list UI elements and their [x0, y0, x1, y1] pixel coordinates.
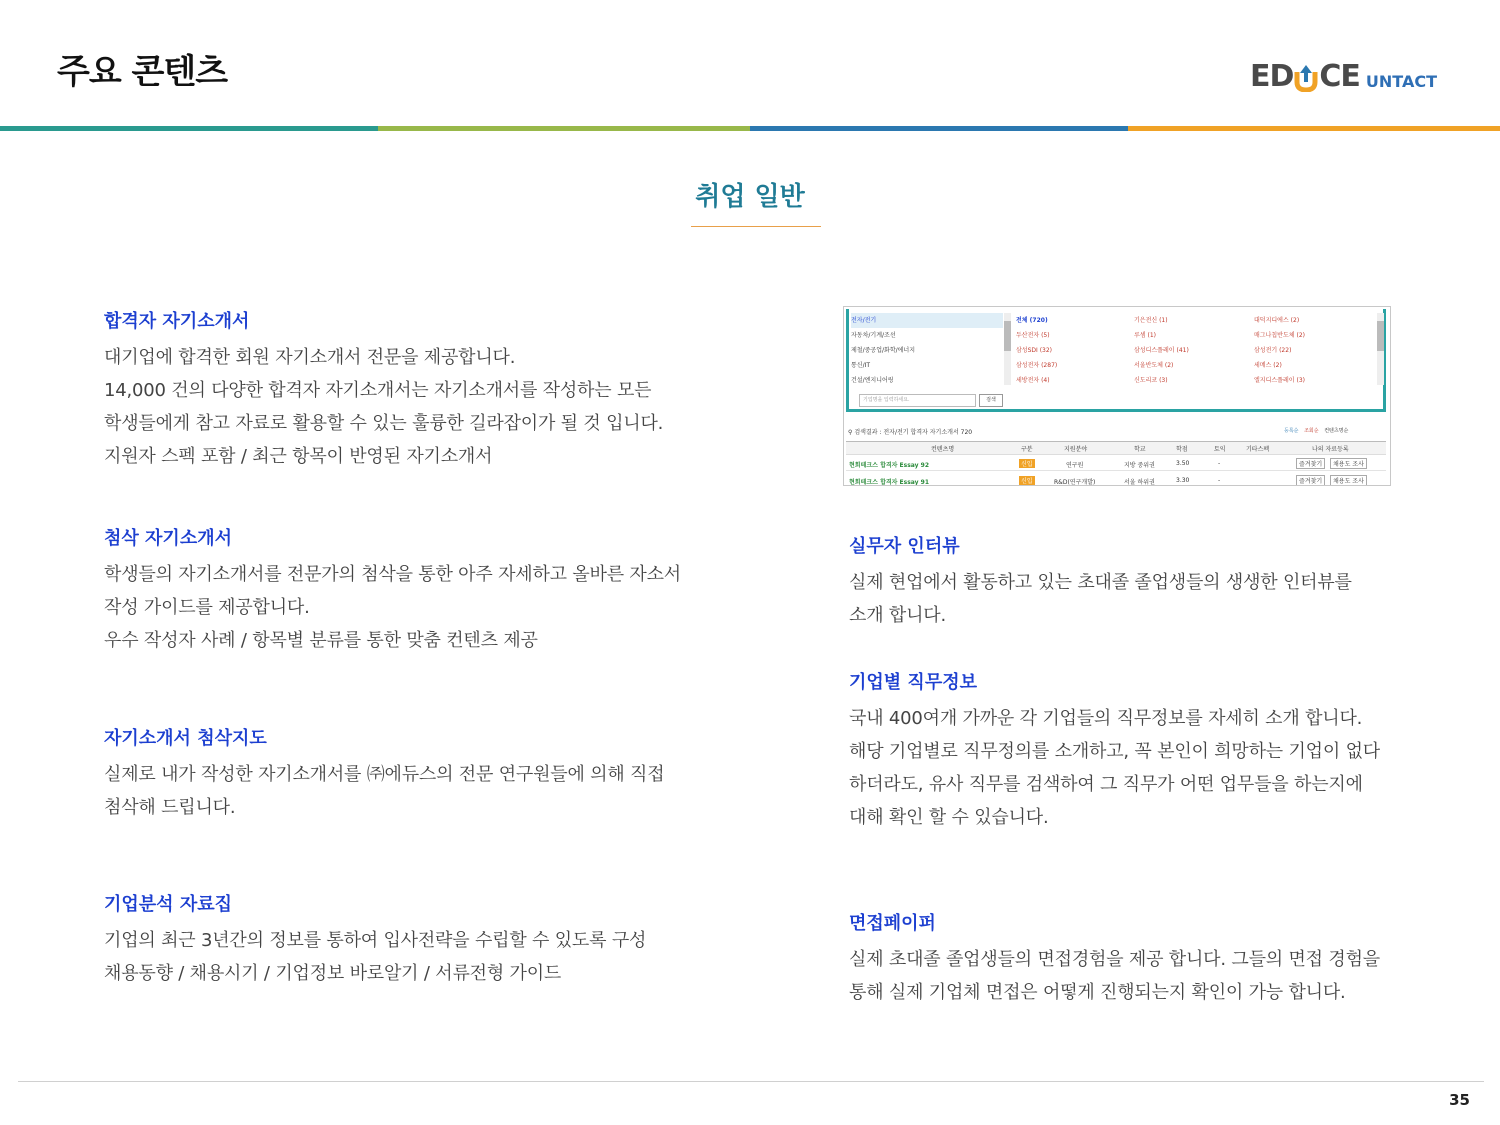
- block-passed-essays: [104, 307, 663, 473]
- column-header: 컨텐츠명: [931, 446, 955, 453]
- block-essay-coaching: [104, 724, 664, 824]
- logo-text-left: ED: [1250, 59, 1294, 94]
- header-stripe-1: [0, 126, 378, 131]
- survey-button[interactable]: 채용도 조사: [1330, 475, 1367, 486]
- row-toeic: -: [1218, 477, 1221, 484]
- company-item[interactable]: 세방전자 (4): [1016, 377, 1050, 384]
- category-item[interactable]: 건설/엔지니어링: [851, 377, 894, 384]
- result-label: 검색결과 : 전자/전기 합격자 자기소개서 720: [854, 429, 973, 436]
- column-header: 지원분야: [1064, 446, 1088, 453]
- category-column: [851, 313, 1003, 388]
- company-column: [1134, 313, 1244, 388]
- row-type-badge: 신입: [1021, 461, 1033, 468]
- company-item[interactable]: 세메스 (2): [1254, 362, 1282, 369]
- company-item[interactable]: 신도리코 (3): [1134, 377, 1168, 384]
- block-line: 실제 현업에서 활동하고 있는 초대졸 졸업생들의 생생한 인터뷰를: [849, 572, 1352, 593]
- table-row[interactable]: [846, 456, 1386, 471]
- category-panel: [846, 309, 1386, 412]
- block-line: 대해 확인 할 수 있습니다.: [849, 807, 1049, 828]
- embedded-screenshot: [843, 306, 1391, 486]
- company-item[interactable]: 전체 (720): [1016, 317, 1048, 324]
- row-title[interactable]: 현회테크스 합격자 Essay 91: [849, 479, 930, 486]
- block-corrected-essays: [104, 524, 681, 657]
- column-header: 토익: [1214, 446, 1226, 453]
- block-line: 우수 작성자 사례 / 항목별 분류를 통한 맞춤 컨텐츠 제공: [104, 630, 538, 651]
- block-title: 자기소개서 첨삭지도: [104, 728, 267, 749]
- section-title-underline: [691, 226, 821, 227]
- block-line: 기업의 최근 3년간의 정보를 통하여 입사전략을 수립할 수 있도록 구성: [104, 930, 647, 951]
- column-header: 학점: [1176, 446, 1188, 453]
- company-item[interactable]: 엘지디스플레이 (3): [1254, 377, 1305, 384]
- row-type-badge: 신입: [1021, 478, 1033, 485]
- table-header: [846, 441, 1386, 455]
- sort-link[interactable]: 컨텐츠명순: [1324, 428, 1349, 434]
- logo-arrow-icon: [1294, 64, 1318, 92]
- block-title: 면접페이퍼: [849, 913, 936, 934]
- block-line: 하더라도, 유사 직무를 검색하여 그 직무가 어떤 업무들을 하는지에: [849, 774, 1363, 795]
- scrollbar[interactable]: [1004, 313, 1011, 385]
- column-header: 나의 자료등록: [1312, 446, 1349, 453]
- header-stripe-3: [750, 126, 1128, 131]
- block-line: 지원자 스펙 포함 / 최근 항목이 반영된 자기소개서: [104, 446, 493, 467]
- footer-divider: [18, 1081, 1484, 1082]
- row-school: 지방 중위권: [1124, 462, 1155, 469]
- company-column: [1016, 313, 1126, 388]
- page-number: 35: [1449, 1091, 1470, 1109]
- block-line: 소개 합니다.: [849, 605, 946, 626]
- scrollbar[interactable]: [1377, 313, 1384, 385]
- block-line: 실제 초대졸 졸업생들의 면접경험을 제공 합니다. 그들의 면접 경험을: [849, 949, 1380, 970]
- search-icon: ⚲: [848, 429, 853, 436]
- logo-sub-text: UNTACT: [1365, 72, 1438, 91]
- block-company-analysis: [104, 890, 646, 990]
- block-job-info: [849, 668, 1380, 834]
- header-stripe-2: [378, 126, 750, 131]
- company-item[interactable]: 삼성SDI (32): [1016, 347, 1053, 354]
- company-item[interactable]: 서울반도체 (2): [1134, 362, 1174, 369]
- column-header: 기타스펙: [1246, 446, 1270, 453]
- block-line: 14,000 건의 다양한 합격자 자기소개서는 자기소개서를 작성하는 모든: [104, 380, 652, 401]
- sort-link[interactable]: 등록순: [1284, 428, 1299, 434]
- block-line: 학생들에게 참고 자료로 활용할 수 있는 훌륭한 길라잡이가 될 것 입니다.: [104, 413, 664, 434]
- block-line: 해당 기업별로 직무정의를 소개하고, 꼭 본인이 희망하는 기업이 없다: [849, 741, 1380, 762]
- row-toeic: -: [1218, 460, 1221, 467]
- page-title: 주요 콘텐츠: [57, 52, 228, 92]
- row-gpa: 3.50: [1176, 460, 1190, 467]
- row-school: 서울 하위권: [1124, 479, 1155, 486]
- company-item[interactable]: 대덕지디에스 (2): [1254, 317, 1300, 324]
- search-result-text: [848, 427, 972, 436]
- company-search-input[interactable]: 기업명을 입력하세요.: [859, 394, 976, 407]
- company-item[interactable]: 루셈 (1): [1134, 332, 1156, 339]
- block-title: 기업별 직무정보: [849, 672, 977, 693]
- block-practitioner-interview: [849, 532, 1352, 632]
- block-line: 통해 실제 기업체 면접은 어떻게 진행되는지 확인이 가능 합니다.: [849, 982, 1346, 1003]
- block-line: 대기업에 합격한 회원 자기소개서 전문을 제공합니다.: [104, 347, 516, 368]
- row-title[interactable]: 현회테크스 합격자 Essay 92: [849, 462, 930, 469]
- block-line: 작성 가이드를 제공합니다.: [104, 597, 310, 618]
- block-line: 국내 400여개 가까운 각 기업들의 직무정보를 자세히 소개 합니다.: [849, 708, 1363, 729]
- company-item[interactable]: 두산전자 (5): [1016, 332, 1050, 339]
- company-item[interactable]: 기은전신 (1): [1134, 317, 1168, 324]
- header-stripe-4: [1128, 126, 1500, 131]
- educe-logo: [1250, 58, 1437, 92]
- column-header: 학교: [1134, 446, 1146, 453]
- sort-link[interactable]: 조회순: [1304, 428, 1319, 434]
- section-title: 취업 일반: [695, 182, 805, 212]
- block-title: 첨삭 자기소개서: [104, 528, 232, 549]
- block-line: 첨삭해 드립니다.: [104, 797, 236, 818]
- block-title: 기업분석 자료집: [104, 894, 232, 915]
- bookmark-button[interactable]: 즐겨찾기: [1296, 458, 1325, 469]
- block-title: 합격자 자기소개서: [104, 311, 250, 332]
- block-line: 학생들의 자기소개서를 전문가의 첨삭을 통한 아주 자세하고 올바른 자소서: [104, 564, 681, 585]
- search-button[interactable]: 검색: [979, 394, 1003, 407]
- column-header: 구분: [1021, 446, 1033, 453]
- survey-button[interactable]: 채용도 조사: [1330, 458, 1367, 469]
- logo-text-right: CE: [1319, 59, 1360, 94]
- row-field: R&D(연구개발): [1054, 479, 1096, 486]
- category-item[interactable]: 제철/중공업/화학/에너지: [851, 347, 916, 354]
- company-item[interactable]: 삼성디스플레이 (41): [1134, 347, 1189, 354]
- category-item[interactable]: 전자/전기: [851, 313, 1003, 328]
- category-item[interactable]: 자동차/기계/조선: [851, 332, 896, 339]
- company-item[interactable]: 매그나칩반도체 (2): [1254, 332, 1305, 339]
- block-interview-paper: [849, 909, 1380, 1009]
- company-column: [1254, 313, 1374, 388]
- row-gpa: 3.30: [1176, 477, 1190, 484]
- row-field: 연구원: [1066, 462, 1084, 469]
- company-item[interactable]: 삼성전기 (22): [1254, 347, 1292, 354]
- block-line: 실제로 내가 작성한 자기소개서를 ㈜에듀스의 전문 연구원들에 의해 직접: [104, 764, 665, 785]
- block-line: 채용동향 / 채용시기 / 기업정보 바로알기 / 서류전형 가이드: [104, 963, 562, 984]
- category-item[interactable]: 통신/IT: [851, 362, 871, 369]
- table-row[interactable]: [846, 473, 1386, 486]
- bookmark-button[interactable]: 즐겨찾기: [1296, 475, 1325, 486]
- company-item[interactable]: 삼성전자 (287): [1016, 362, 1058, 369]
- sort-links: [1284, 427, 1348, 434]
- block-title: 실무자 인터뷰: [849, 536, 960, 557]
